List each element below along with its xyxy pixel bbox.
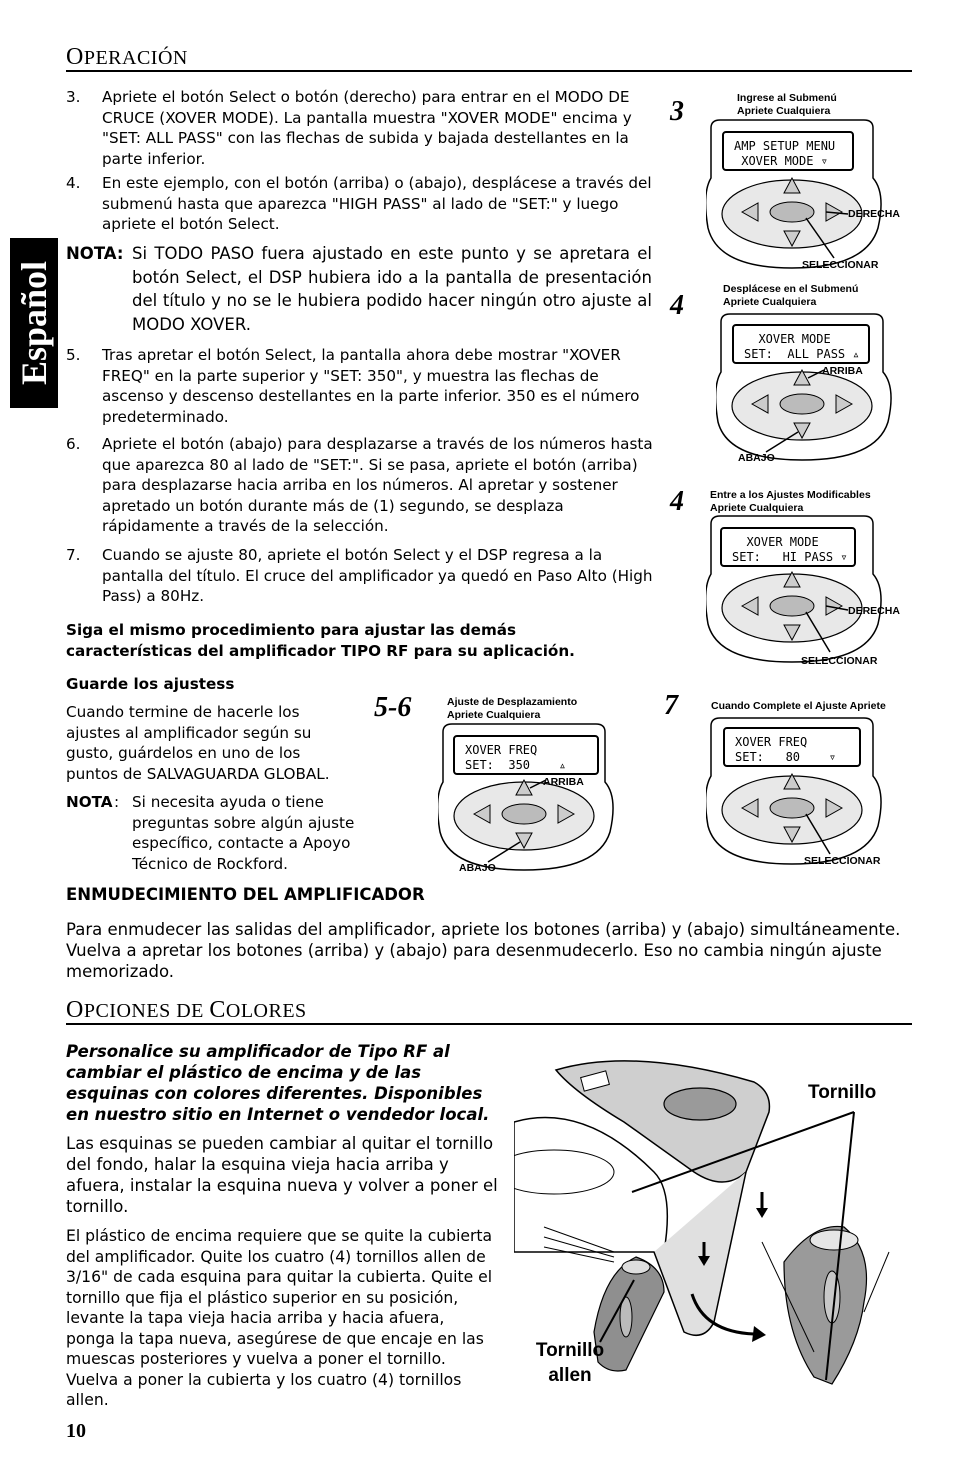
lcd-display: AMP SETUP MENU XOVER MODE ▿	[722, 131, 854, 171]
figure-number: 4	[670, 290, 684, 321]
section-rule	[66, 1023, 912, 1025]
figure-caption: Ajuste de Desplazamiento Apriete Cualquiera	[447, 696, 578, 721]
screw-label: Tornillo	[808, 1082, 877, 1103]
figure-number: 3	[670, 96, 684, 127]
select-button-label: SELECCIONAR	[801, 655, 878, 667]
figure-number: 4	[670, 486, 684, 517]
save-settings-text: Cuando termine de hacerle los ajustes al amplificador según su gusto, guárdelos en uno de los puntos de SALVAGUARDA GLOBAL.	[66, 703, 330, 783]
right-button-label: DERECHA	[848, 605, 900, 617]
step-item: 4. En este ejemplo, con el botón (arriba) o (abajo), desplácese a través del submenú hasta que aparezca "HIGH PASS" al lado de "SET:" y luego apriete el botón Select.	[66, 174, 652, 233]
select-button-label: SELECCIONAR	[802, 259, 879, 271]
up-button-label: ARRIBA	[543, 776, 584, 788]
section-heading-colores: OPCIONES DE COLORES	[66, 997, 307, 1023]
step-item: 5. Tras apretar el botón Select, la pantalla ahora debe mostrar "XOVER FREQ" en la parte superior y "SET: 350", y muestra las flechas de ascenso y descenso destellantes en la parte inferior. 350 es el número predeterminado.	[66, 346, 640, 426]
allen-screw-label: Tornillo allen	[535, 1340, 605, 1386]
figure-caption: Cuando Complete el Ajuste Apriete	[711, 700, 886, 712]
down-button-label: ABAJO	[738, 452, 775, 464]
figure-number: 7	[664, 690, 678, 721]
procedure-note: Siga el mismo procedimiento para ajustar las demás características del amplificador TIPO RF para su aplicación.	[66, 621, 575, 660]
section-heading-operacion: OPERACIÓN	[66, 44, 188, 70]
lcd-display: XOVER FREQ SET: 80 ▿	[723, 727, 861, 767]
step-item: 7. Cuando se ajuste 80, apriete el botón Select y el DSP regresa a la pantalla del título. El cruce del amplificador ya quedó en Paso Alto (High Pass) a 80Hz.	[66, 546, 653, 605]
mute-heading: ENMUDECIMIENTO DEL AMPLIFICADOR	[66, 885, 425, 904]
figure-caption: Ingrese al Submenú Apriete Cualquiera	[737, 92, 837, 117]
figure-caption: Entre a los Ajustes Modificables Apriete Cualquiera	[710, 489, 871, 514]
save-settings-title: Guarde los ajustess	[66, 675, 235, 693]
page-number: 10	[66, 1420, 86, 1442]
figure-caption: Desplácese en el Submenú Apriete Cualquiera	[723, 283, 859, 308]
step-item: 3. Apriete el botón Select o botón (derecho) para entrar en el MODO DE CRUCE (XOVER MODE). La pantalla muestra "XOVER MODE" encima y "SET: ALL PASS" con las flechas de subida y bajada destellantes en la parte inferior.	[66, 88, 632, 168]
side-tab-label: Español	[14, 260, 54, 386]
lcd-display: XOVER FREQ SET: 350 ▵	[453, 735, 599, 775]
mute-text: Para enmudecer las salidas del amplificador, apriete los botones (arriba) y (abajo) simultáneamente. Vuelva a apretar los botones (arriba) y (abajo) para desenmudecerlo. Eso no cambia ningún ajuste memorizado.	[66, 920, 901, 981]
note-block: NOTA: Si TODO PASO fuera ajustado en este punto y se apretara el botón Select, el DSP hubiera ido a la pantalla de presentación del título y no se le hubiera podido hacer ningún otro ajuste al MODO XOVER.	[66, 244, 652, 334]
lcd-display: XOVER MODE SET: ALL PASS ▵	[732, 324, 870, 364]
up-button-label: ARRIBA	[822, 365, 863, 377]
section-rule	[66, 70, 912, 72]
figure-number: 5-6	[374, 692, 412, 723]
colors-paragraph-1: Las esquinas se pueden cambiar al quitar el tornillo del fondo, halar la esquina vieja hacia arriba y afuera, instalar la esquina nueva y volver a poner el tornillo.	[66, 1134, 498, 1216]
right-button-label: DERECHA	[848, 208, 900, 220]
select-button-label: SELECCIONAR	[804, 855, 881, 867]
down-button-label: ABAJO	[459, 862, 496, 874]
colors-intro: Personalice su amplificador de Tipo RF al cambiar el plástico de encima y de las esquinas con colores diferentes. Disponibles en nuestro sitio en Internet o vendedor local.	[66, 1042, 490, 1124]
note-block-2: NOTA : Si necesita ayuda o tiene preguntas sobre algún ajuste específico, contacte a Apoyo Técnico de Rockford.	[66, 793, 355, 873]
lcd-display: XOVER MODE SET: HI PASS ▿	[720, 527, 856, 567]
step-item: 6. Apriete el botón (abajo) para desplazarse a través de los números hasta que aparezca 80 al lado de "SET:". Si se pasa, apriete el botón (arriba) para desplazarse hacia arriba en los números. Al apretar y sostener apretado un botón durante más de (1) segundo, se desplaza rápidamente a través de la selección.	[66, 435, 653, 535]
colors-paragraph-2: El plástico de encima requiere que se quite la cubierta del amplificador. Quite los cuatro (4) tornillos allen de 3/16" de cada esquina para quitar la cubierta. Quite el tornillo que fija el plástico superior en su posición, levante la tapa vieja hacia arriba y hacia afuera, ponga la tapa nueva, asegúrese de que encaje en las muescas posteriores y vuelva a poner el tornillo. Vuelva a poner la cubierta y los cuatro (4) tornillos allen.	[66, 1227, 493, 1409]
language-side-tab	[10, 238, 58, 408]
